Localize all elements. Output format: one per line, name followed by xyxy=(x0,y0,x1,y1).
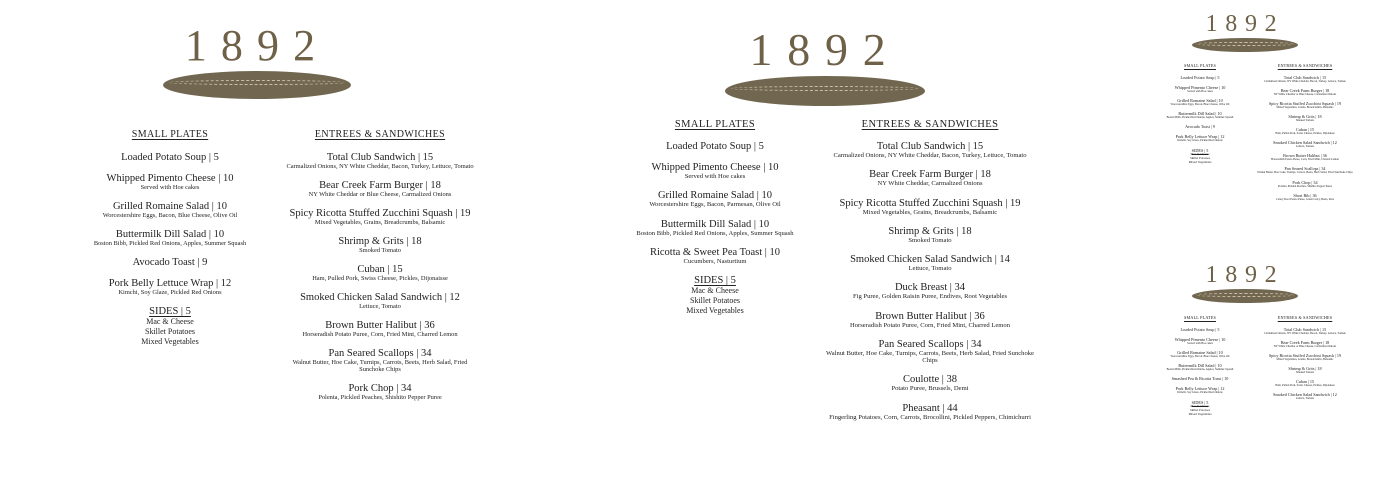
menu-item xyxy=(70,257,270,268)
menu-item xyxy=(820,226,1040,244)
menu-item-description: Smoked Tomato xyxy=(359,247,401,255)
menu-item-description: Worcestershire Eggs, Bacon, Blue Cheese, Olive Oil xyxy=(102,212,238,220)
menu-item xyxy=(1150,327,1250,332)
menu-item xyxy=(285,264,475,282)
side-item: Skillet Potatoes xyxy=(145,327,195,337)
menu-item-title: Smoked Chicken Salad Sandwich | 12 xyxy=(1273,140,1337,146)
menu-item-description: Boston Bibb, Pickled Red Onions, Apples, Summer Squash xyxy=(1166,116,1234,120)
menu-item-title: Grilled Romaine Salad | 10 xyxy=(1177,350,1223,356)
menu-item-description: Carmalized Onions, NY White Cheddar, Bacon, Turkey, Lettuce, Tomato xyxy=(286,163,474,170)
menu-item-description: Lettuce, Tomato xyxy=(1295,397,1315,401)
side-item: Mixed Vegetables xyxy=(686,306,744,315)
menu-item-description: Carmalized Onions, NY White Cheddar, Bacon, Turkey, Lettuce, Tomato xyxy=(1264,332,1346,335)
menu-item-description: Lettuce, Tomato xyxy=(359,303,401,311)
menu-item-description: Kimchi, Soy Glaze, Pickled Red Onions xyxy=(1177,139,1223,143)
menu-item-title: Coulotte | 38 xyxy=(902,374,958,386)
sides-title: SIDES | 5 xyxy=(149,306,191,318)
menu-item xyxy=(1150,85,1250,93)
menu-item-title: Pheasant | 44 xyxy=(902,402,958,414)
section-heading: ENTREES & SANDWICHES xyxy=(1277,63,1333,68)
menu-item-title: Pork Chop | 34 xyxy=(348,383,412,395)
menu-item-title: Whipped Pimento Cheese | 10 xyxy=(106,173,234,184)
menu-item xyxy=(1150,337,1250,345)
side-item: Skillet Potatoes xyxy=(1190,156,1210,161)
menu-item xyxy=(70,152,270,163)
menu-item-description: Worcestershire Eggs, Bacon, Parmesan, Olive Oil xyxy=(649,201,781,209)
menu-item-description: Celery Root Potato Puree, Green Curry, Beets, Peas xyxy=(1276,197,1334,201)
menu-item-title: Pan Seared Scallops | 34 xyxy=(328,348,432,360)
menu-item-description: Smoked Tomato xyxy=(1295,119,1315,123)
sides-title: SIDES | 5 xyxy=(1191,148,1209,154)
menu-item-title: Whipped Pimento Cheese | 10 xyxy=(1174,337,1226,342)
menu-item xyxy=(285,348,475,373)
menu-item-title: Total Club Sandwich | 15 xyxy=(326,152,434,163)
menu-item-description: Served with Hoe cakes xyxy=(1187,90,1213,93)
menu-item-description: Polenta, Pickled Peaches, Shishito Pepper Puree xyxy=(1278,184,1332,188)
menu-item xyxy=(1150,124,1250,129)
menu-item-description: Smoked Tomato xyxy=(1295,371,1315,375)
menu-item-title: Total Club Sandwich | 15 xyxy=(876,141,984,152)
menu-item xyxy=(820,169,1040,187)
sides-block xyxy=(70,306,270,347)
section-heading: ENTREES & SANDWICHES xyxy=(1277,315,1333,320)
menu-item-description: Kimchi, Soy Glaze, Pickled Red Onions xyxy=(118,289,222,297)
menu-item-title: Ricotta & Sweet Pea Toast | 10 xyxy=(649,246,781,258)
menu-item-title: Cuban | 15 xyxy=(357,264,403,276)
menu-item xyxy=(612,162,818,180)
menu-item xyxy=(1150,350,1250,358)
menu-item-title: Pan Seared Scallops | 34 xyxy=(1284,166,1326,172)
menu-item-title: Duck Breast | 34 xyxy=(894,282,966,294)
menu-item xyxy=(1250,193,1360,201)
menu-item xyxy=(820,254,1040,272)
menu-item-title: Grilled Romaine Salad | 10 xyxy=(657,190,773,202)
menu-item xyxy=(1250,114,1360,122)
menu-item-title: Smashed Pea & Ricotta Toast | 10 xyxy=(1171,376,1229,382)
entrees-column xyxy=(820,119,1040,431)
menu-item-description: Polenta, Pickled Peaches, Shishito Pepper Puree xyxy=(318,394,442,402)
side-item: Mac & Cheese xyxy=(146,317,194,327)
menu-item-description: NY White Cheddar or Blue Cheese, Carmalized Onions xyxy=(1273,93,1337,97)
menu-item-title: Loaded Potato Soup | 5 xyxy=(1180,75,1220,80)
menu-item-description: Fig Puree, Golden Raisin Puree, Endives, Root Vegetables xyxy=(852,293,1008,301)
menu-item xyxy=(1250,379,1360,387)
menu-item xyxy=(820,282,1040,300)
menu-item-description: Carmalized Onions, NY White Cheddar, Bacon, Turkey, Lettuce, Tomato xyxy=(1264,80,1346,83)
menu-item-description: Smoked Tomato xyxy=(908,236,952,244)
menu-item xyxy=(1150,363,1250,371)
sides-block xyxy=(1150,400,1250,417)
menu-item xyxy=(70,229,270,247)
menu-item-description: Ham, Pulled Pork, Swiss Cheese, Pickles, Dijonaisse xyxy=(1275,384,1335,388)
menu-item-title: Pork Belly Lettuce Wrap | 12 xyxy=(1175,134,1225,140)
menu-item xyxy=(612,247,818,265)
menu-item-description: NY White Cheddar or Blue Cheese, Carmalized Onions xyxy=(1273,345,1337,349)
menu-item-description: Walnut Butter, Hoe Cake, Turnips, Carrots, Beets, Herb Salad, Fried Sunchoke Chips xyxy=(826,349,1034,364)
menu-item-description: Cucumbers, Nasturtium xyxy=(683,257,747,265)
menu-item xyxy=(1250,101,1360,109)
menu-item-description: Mixed Vegetables, Grains, Breadcrumbs, Balsamic xyxy=(1276,358,1334,362)
menu-item xyxy=(1150,75,1250,80)
menu-item xyxy=(1250,366,1360,374)
menu-item-description: Walnut Butter, Hoe Cake, Turnips, Carrots, Beets, Herb Salad, Fried Sunchoke Chips xyxy=(292,359,468,374)
side-item: Mac & Cheese xyxy=(691,286,739,295)
menu-item-description: Lettuce, Tomato xyxy=(1295,145,1315,149)
menu-item xyxy=(1150,134,1250,142)
side-item: Skillet Potatoes xyxy=(1190,408,1210,413)
menu-item xyxy=(820,403,1040,421)
small-plates-column xyxy=(70,129,270,357)
menu-item-title: Whipped Pimento Cheese | 10 xyxy=(1174,85,1226,90)
side-item: Mixed Vegetables xyxy=(141,337,199,347)
logo-plate-icon xyxy=(725,76,925,106)
menu-item-title: Short Rib | 36 xyxy=(1293,192,1317,198)
entrees-column xyxy=(1250,315,1360,405)
menu-item-description: Potato Puree, Brussels, Demi xyxy=(891,385,969,393)
menu-item-title: Pork Belly Lettuce Wrap | 12 xyxy=(1175,386,1225,392)
section-heading: SMALL PLATES xyxy=(674,119,756,130)
menu-item-description: Served with Hoe cakes xyxy=(140,184,200,191)
logo-plate-icon xyxy=(163,71,351,99)
menu-item-title: Loaded Potato Soup | 5 xyxy=(1180,327,1220,332)
menu-item xyxy=(612,190,818,208)
menu-item-title: Smoked Chicken Salad Sandwich | 12 xyxy=(300,292,460,304)
menu-item xyxy=(285,292,475,310)
menu-item xyxy=(1250,180,1360,188)
menu-item-title: Brown Butter Halibut | 36 xyxy=(1283,153,1327,159)
side-item: Mac & Cheese xyxy=(1190,152,1210,157)
menu-item xyxy=(820,141,1040,159)
menu-item-title: Shrimp & Grits | 18 xyxy=(1288,366,1322,372)
menu-item xyxy=(1250,166,1360,174)
sides-block xyxy=(1150,148,1250,165)
menu-item-description: Boston Bibb, Pickled Red Onions, Apples, Summer Squash xyxy=(93,240,247,248)
menu-item xyxy=(1250,340,1360,348)
menu-item-title: Buttermilk Dill Salad | 10 xyxy=(660,218,770,230)
logo-plate-icon xyxy=(1192,289,1298,303)
menu-item xyxy=(285,180,475,198)
menu-item-description: Horseradish Potato Puree, Corn, Fried Mint, Charred Lemon xyxy=(1271,158,1339,162)
section-heading: SMALL PLATES xyxy=(1184,315,1216,320)
menu-item xyxy=(1250,127,1360,135)
menu-item xyxy=(820,311,1040,329)
menu-item-title: Cuban | 15 xyxy=(1295,379,1315,385)
menu-item-description: Mixed Vegetables, Grains, Breadcrumbs, Balsamic xyxy=(314,219,446,227)
menu-item xyxy=(1150,386,1250,394)
menu-item xyxy=(1250,88,1360,96)
menu-item-title: Pork Chop | 34 xyxy=(1292,179,1318,185)
menu-item-title: Brown Butter Halibut | 36 xyxy=(325,320,435,332)
menu-item xyxy=(285,208,475,226)
menu-item-title: Shrimp & Grits | 18 xyxy=(888,225,972,237)
menu-item-title: Loaded Potato Soup | 5 xyxy=(121,152,219,163)
menu-item-description: Worcestershire Eggs, Bacon, Blue Cheese, Olive Oil xyxy=(1170,103,1230,107)
menu-item-title: Whipped Pimento Cheese | 10 xyxy=(651,162,779,173)
logo-1892: 1892 xyxy=(162,24,352,99)
menu-item-title: Spicy Ricotta Stuffed Zucchini Squash | 19 xyxy=(1268,101,1342,107)
menu-item-title: Pan Seared Scallops | 34 xyxy=(878,338,982,350)
section-heading: SMALL PLATES xyxy=(1184,63,1216,68)
menu-item-description: Mixed Vegetables, Grains, Breadcrumbs, Balsamic xyxy=(862,208,998,216)
menu-item xyxy=(1250,353,1360,361)
menu-item xyxy=(820,198,1040,216)
menu-item-title: Avocado Toast | 9 xyxy=(132,257,208,269)
menu-item xyxy=(1150,111,1250,119)
logo-plate-icon xyxy=(1192,38,1298,52)
menu-item-title: Buttermilk Dill Salad | 10 xyxy=(1178,111,1222,117)
menu-item xyxy=(70,173,270,191)
menu-item-title: Cuban | 15 xyxy=(1295,127,1315,133)
side-item: Mixed Vegetables xyxy=(1188,411,1212,416)
menu-item-title: Smoked Chicken Salad Sandwich | 12 xyxy=(1273,392,1337,398)
menu-item-description: Fingerling Potatoes, Corn, Carrots, Brocollini, Pickled Peppers, Chimichurri xyxy=(829,413,1031,421)
sides-title: SIDES | 5 xyxy=(694,275,736,286)
small-plates-column xyxy=(1150,315,1250,422)
menu-item-description: Boston Bibb, Pickled Red Onions, Apples, Summer Squash xyxy=(1166,368,1234,372)
section-heading: SMALL PLATES xyxy=(131,129,209,140)
side-item: Mac & Cheese xyxy=(1190,404,1210,409)
menu-item-title: Loaded Potato Soup | 5 xyxy=(666,141,764,152)
menu-item-description: Mixed Vegetables, Grains, Breadcrumbs, Balsamic xyxy=(1276,106,1334,110)
menu-item xyxy=(1250,392,1360,400)
menu-item xyxy=(612,219,818,237)
menu-item xyxy=(285,236,475,254)
menu-item-title: Total Club Sandwich | 15 xyxy=(1283,75,1327,80)
menu-item xyxy=(612,141,818,152)
menu-item-title: Bear Creek Farm Burger | 18 xyxy=(1280,88,1330,94)
menu-item xyxy=(1150,98,1250,106)
menu-item xyxy=(70,278,270,296)
menu-item-description: Ham, Pulled Pork, Swiss Cheese, Pickles, Dijonaisse xyxy=(312,275,448,283)
logo-1892: 1892 xyxy=(720,27,930,106)
menu-item-title: Grilled Romaine Salad | 10 xyxy=(1177,98,1223,104)
menu-item xyxy=(1250,75,1360,83)
menu-item-title: Avocado Toast | 9 xyxy=(1185,124,1215,130)
menu-item-title: Grilled Romaine Salad | 10 xyxy=(112,201,228,213)
menu-item xyxy=(285,152,475,170)
section-heading: ENTREES & SANDWICHES xyxy=(314,129,446,140)
sides-title: SIDES | 5 xyxy=(1191,400,1209,406)
menu-item-description: Boston Bibb, Pickled Red Onions, Apples, Summer Squash xyxy=(636,229,794,237)
menu-item xyxy=(820,339,1040,365)
menu-item-description: NY White Cheddar, Carmalized Onions xyxy=(877,180,983,188)
menu-item-description: Kimchi, Soy Glaze, Pickled Red Onions xyxy=(1177,391,1223,395)
menu-item xyxy=(70,201,270,219)
menu-item-description: NY White Cheddar or Blue Cheese, Carmalized Onions xyxy=(308,191,452,199)
entrees-column xyxy=(1250,63,1360,206)
menu-item-description: Served with Hoe cakes xyxy=(1187,342,1213,345)
menu-item-description: Walnut Butter, Hoe Cake, Turnips, Carrots, Beets, Herb Salad, Fried Sunchoke Chips xyxy=(1257,171,1353,175)
menu-item-title: Shrimp & Grits | 18 xyxy=(338,236,422,248)
menu-item-title: Spicy Ricotta Stuffed Zucchini Squash | 19 xyxy=(289,208,471,220)
menu-item-title: Shrimp & Grits | 18 xyxy=(1288,114,1322,120)
menu-item-title: Total Club Sandwich | 15 xyxy=(1283,327,1327,332)
menu-item xyxy=(285,383,475,401)
menu-item-description: Lettuce, Tomato xyxy=(908,265,952,272)
menu-item-description: Horseradish Potato Puree, Corn, Fried Mint, Charred Lemon xyxy=(302,331,458,339)
menu-item-title: Brown Butter Halibut | 36 xyxy=(875,310,985,322)
menu-item xyxy=(1250,140,1360,148)
menu-item-description: Horseradish Potato Puree, Corn, Fried Mint, Charred Lemon xyxy=(849,321,1011,329)
menu-item-description: Worcestershire Eggs, Bacon, Blue Cheese, Olive Oil xyxy=(1170,355,1230,359)
section-heading: ENTREES & SANDWICHES xyxy=(861,119,999,130)
menu-item-title: Spicy Ricotta Stuffed Zucchini Squash | 19 xyxy=(839,197,1021,209)
menu-item-description: Carmalized Onions, NY White Cheddar, Bacon, Turkey, Lettuce, Tomato xyxy=(833,152,1027,159)
menu-item-title: Buttermilk Dill Salad | 10 xyxy=(115,229,225,241)
menu-item-title: Bear Creek Farm Burger | 18 xyxy=(319,180,441,192)
small-plates-column xyxy=(612,119,818,326)
menu-item-title: Pork Belly Lettuce Wrap | 12 xyxy=(108,278,232,290)
menu-item xyxy=(1150,376,1250,381)
menu-item-title: Smoked Chicken Salad Sandwich | 14 xyxy=(850,254,1010,265)
logo-1892: 1892 xyxy=(1190,263,1300,303)
menu-item-title: Buttermilk Dill Salad | 10 xyxy=(1178,363,1222,369)
entrees-column xyxy=(285,129,475,411)
menu-item-description: Served with Hoe cakes xyxy=(684,173,746,180)
menu-item xyxy=(820,374,1040,392)
menu-item xyxy=(285,320,475,338)
side-item: Mixed Vegetables xyxy=(1188,159,1212,164)
menu-item-title: Bear Creek Farm Burger | 18 xyxy=(1280,340,1330,346)
small-plates-column xyxy=(1150,63,1250,170)
side-item: Skillet Potatoes xyxy=(690,296,740,305)
menu-item-title: Spicy Ricotta Stuffed Zucchini Squash | 19 xyxy=(1268,353,1342,359)
menu-item-description: Ham, Pulled Pork, Swiss Cheese, Pickles, Dijonaisse xyxy=(1275,132,1335,136)
sides-block xyxy=(612,275,818,316)
menu-item-title: Bear Creek Farm Burger | 18 xyxy=(869,169,991,181)
menu-item xyxy=(1250,327,1360,335)
logo-1892: 1892 xyxy=(1190,12,1300,52)
menu-item xyxy=(1250,153,1360,161)
